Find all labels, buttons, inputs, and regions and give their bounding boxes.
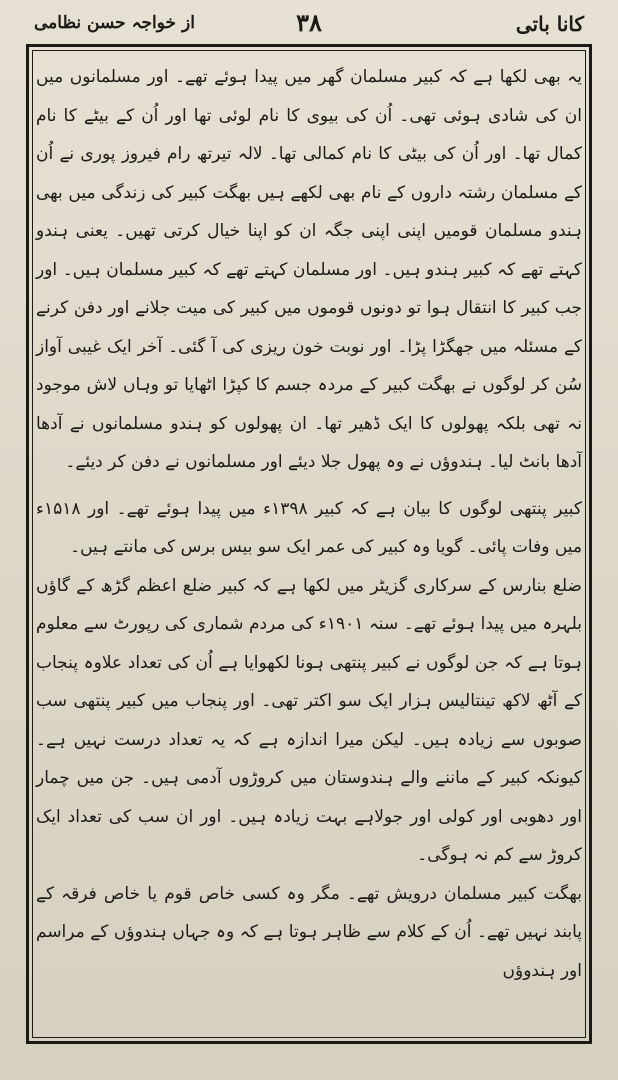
paragraph-2: کبیر پنتھی لوگوں کا بیان ہے کہ کبیر ۱۳۹۸ء میں پیدا ہوئے تھے۔ اور ۱۵۱۸ء میں وفات پائی۔ گویا وہ کبیر کی عمر ایک سو بیس برس کی مانتے ہیں۔ xyxy=(36,498,582,557)
paragraph-4: بھگت کبیر مسلمان درویش تھے۔ مگر وہ کسی خاص قوم یا خاص فرقہ کے پابند نہیں تھے۔ اُن کے کلام سے ظاہر ہوتا ہے کہ وہ جہاں ہندوؤں کے مراسم اور ہندوؤں xyxy=(36,883,582,981)
paragraph-3: ضلع بنارس کے سرکاری گزیٹر میں لکھا ہے کہ کبیر ضلع اعظم گڑھ کے گاؤں بلہرہ میں پیدا ہوئے تھے۔ سنہ ۱۹۰۱ء کی مردم شماری کی رپورٹ سے معلوم ہوتا ہے کہ جن لوگوں نے کبیر پنتھی ہونا لکھوایا ہے اُن کی تعداد علاوہ پنجاب کے آٹھ لاکھ تینتالیس ہزار ایک سو اکتر تھی۔ اور پنجاب میں کبیر پنتھی سب صوبوں سے زیادہ ہیں۔ لیکن میرا اندازہ ہے کہ یہ تعداد درست نہیں ہے۔ کیونکہ کبیر کے ماننے والے ہندوستان میں کروڑوں آدمی ہیں۔ جن میں چمار اور دھوبی اور کولی اور جولاہے بہت زیادہ ہیں۔ اور ان سب کی تعداد ایک کروڑ سے کم نہ ہوگی۔ xyxy=(36,575,582,865)
body-text xyxy=(36,58,582,990)
page-number: ۳۸ xyxy=(296,8,322,37)
paragraph-gap xyxy=(36,482,582,490)
page-header xyxy=(28,8,590,44)
running-author: از خواجہ حسن نظامی xyxy=(34,13,195,33)
running-title: کانا باتی xyxy=(515,12,584,36)
paragraph-1: یہ بھی لکھا ہے کہ کبیر مسلمان گھر میں پیدا ہوئے تھے۔ اور مسلمانوں میں ان کی شادی ہوئی تھی۔ اُن کی بیوی کا نام لوئی تھا اور اُن کے بیٹے کا نام کمال تھا۔ اور اُن کی بیٹی کا نام کمالی تھا۔ لالہ تیرتھ رام فیروز پوری نے اُن کے مسلمان رشتہ داروں کے نام بھی لکھے ہیں بھگت کبیر کی زندگی میں بھی ہندو مسلمان قومیں اپنی اپنی جگہ ان کو اپنا خیال کرتی تھیں۔ یعنی ہندو کہتے تھے کہ کبیر ہندو ہیں۔ اور مسلمان کہتے تھے کہ کبیر مسلمان ہیں۔ اور جب کبیر کا انتقال ہوا تو دونوں قوموں میں کبیر کی میت جلانے اور دفن کرنے کے مسئلہ میں جھگڑا پڑا۔ اور نوبت خون ریزی کی آ گئی۔ آخر ایک غیبی آواز سُن کر لوگوں نے بھگت کبیر کے مردہ جسم کا کپڑا اٹھایا تو وہاں لاش موجود نہ تھی بلکہ پھولوں کا ایک ڈھیر تھا۔ ان پھولوں کو ہندو مسلمانوں نے آدھا آدھا بانٹ لیا۔ ہندوؤں نے وہ پھول جلا دیئے اور مسلمانوں نے دفن کر دیئے۔ xyxy=(36,67,582,472)
